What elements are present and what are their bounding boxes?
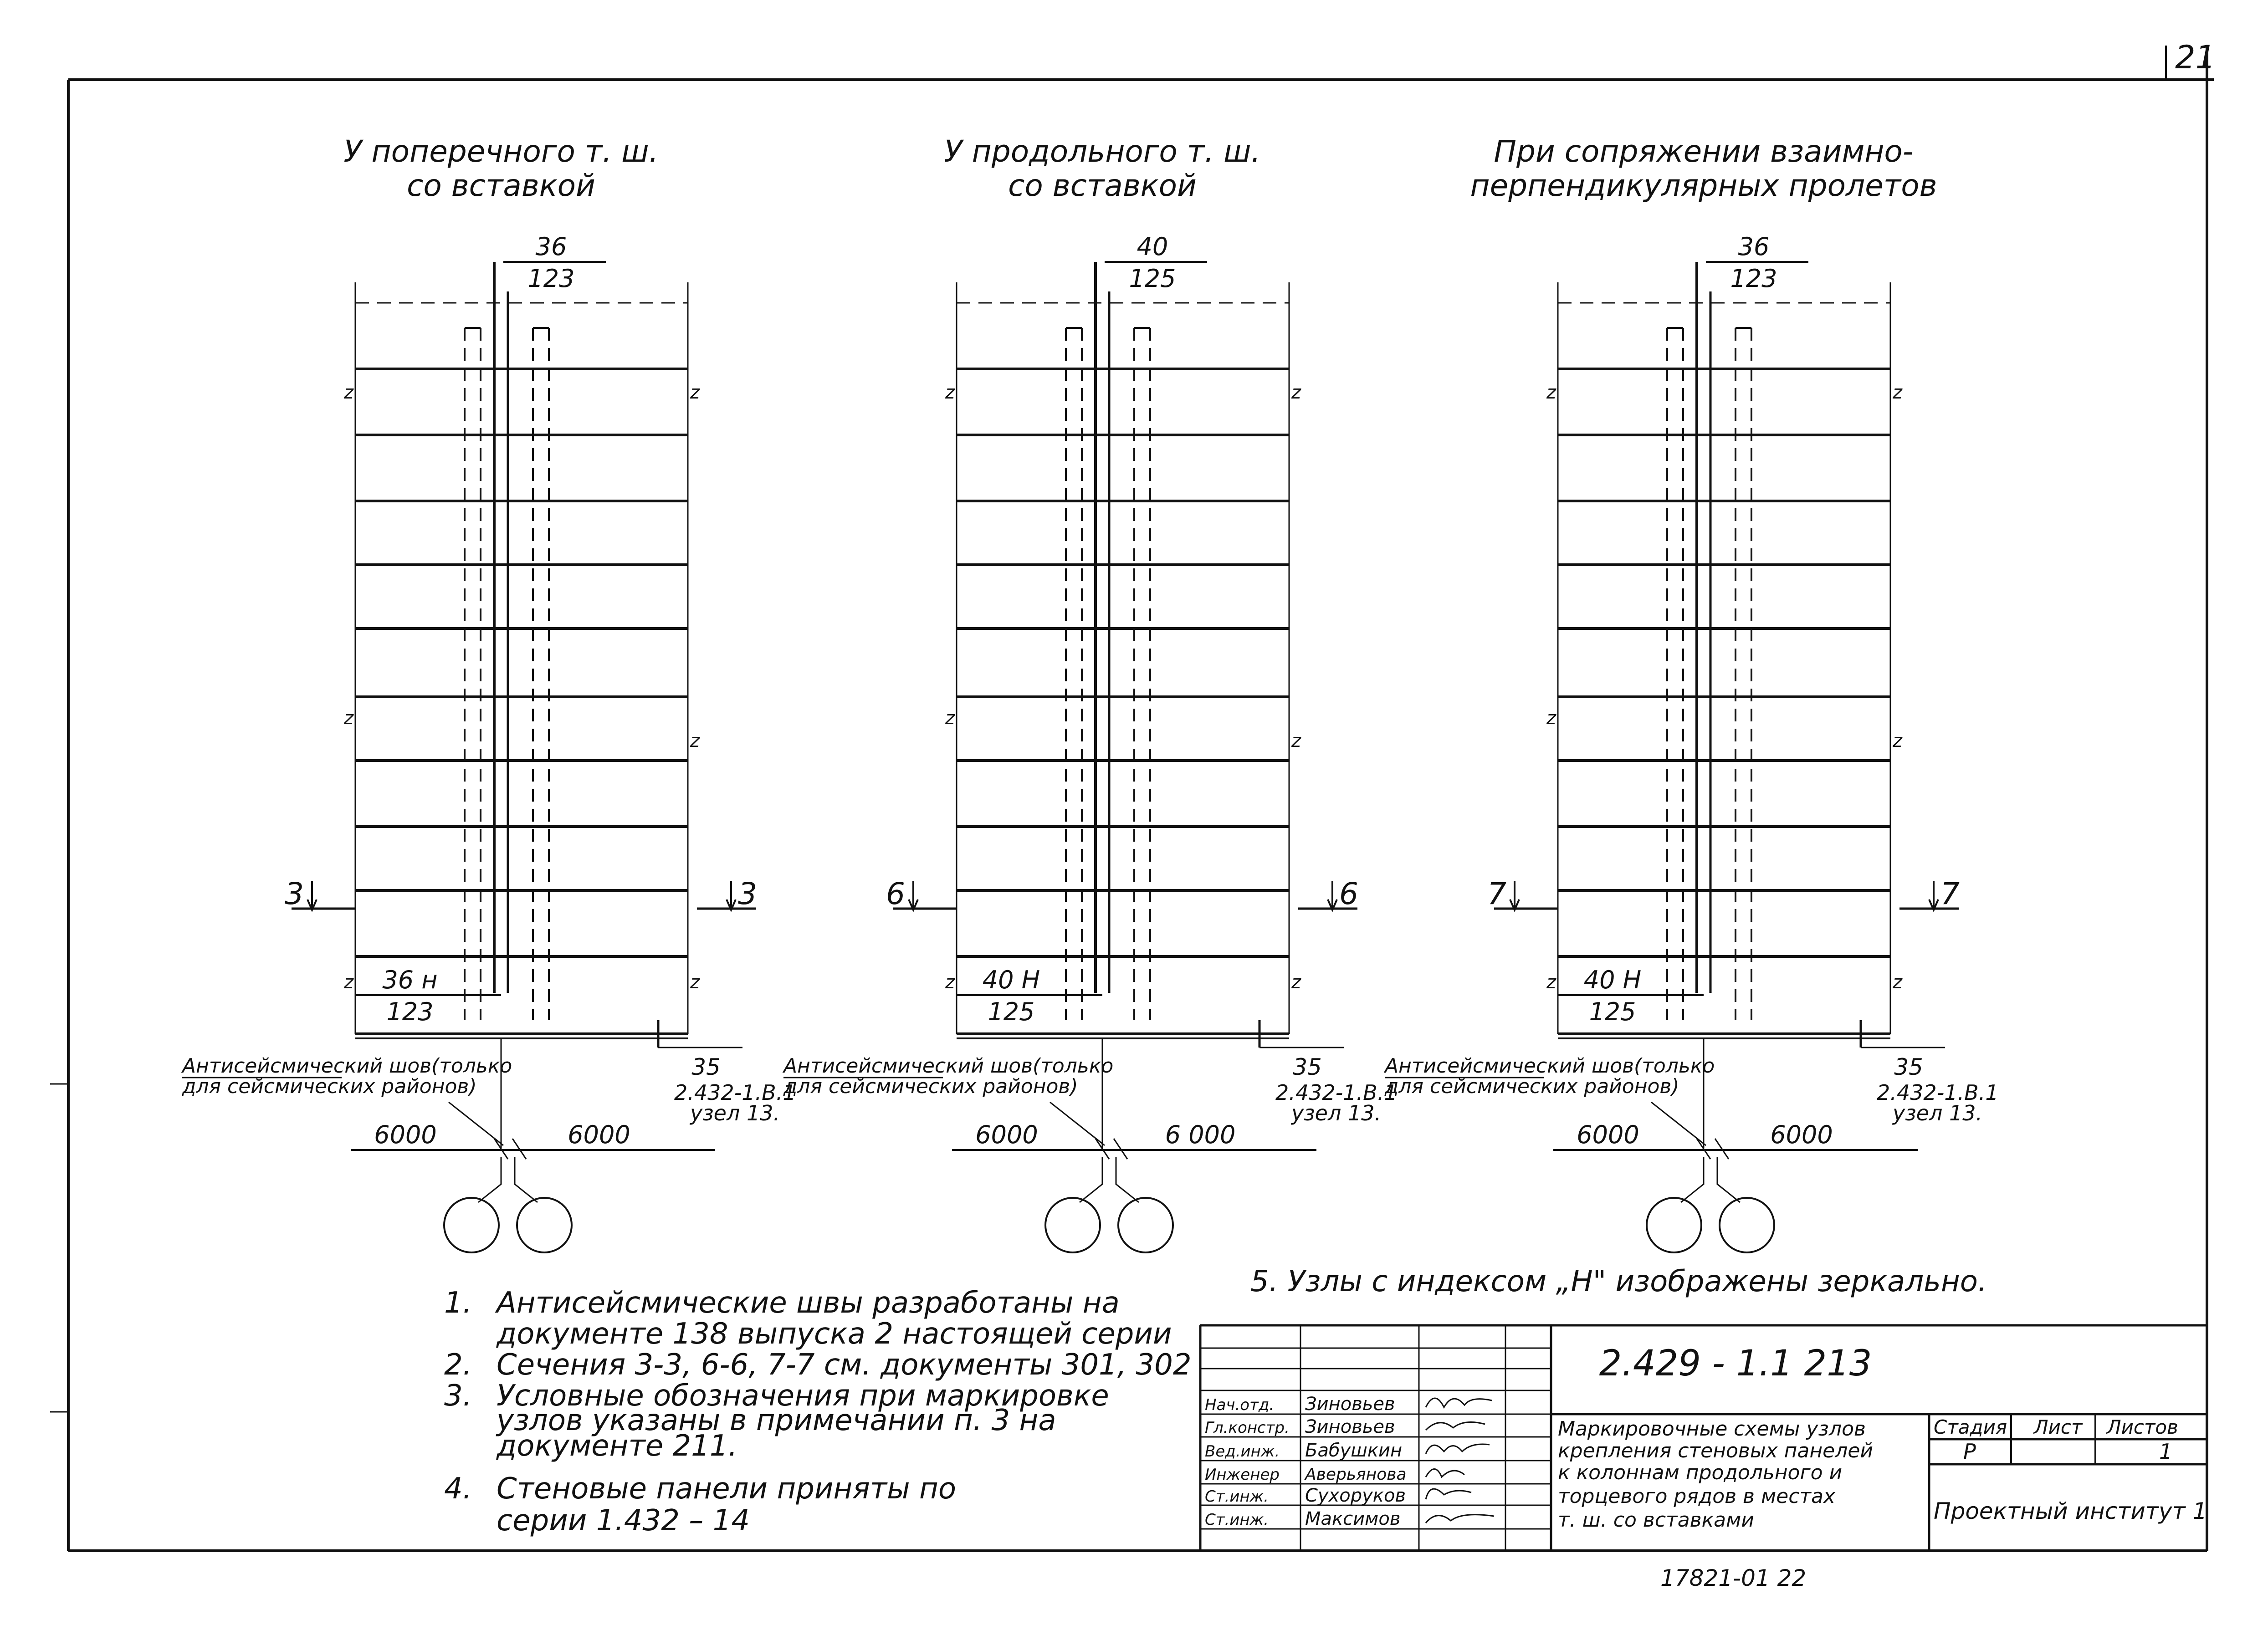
grid-axis-bubble-right [517,1198,572,1252]
note-3-line-1: Условные обозначения при маркировке [497,1379,1109,1413]
description-line-2: крепления стеновых панелей [1558,1439,1873,1462]
edge-mark-low-left: z [945,972,955,993]
person-5-role: Ст.инж. [1205,1487,1269,1506]
section-left-label: 7 [1487,876,1506,911]
top-dim-den: 125 [1129,264,1176,293]
edge-mark-top-right: z [1291,382,1301,403]
span-right-label: 6 000 [1165,1120,1236,1149]
description-line-3: к колоннам продольного и [1558,1461,1843,1484]
person-2-role: Гл.констр. [1205,1419,1290,1437]
bottom-dim-den: 125 [988,997,1035,1026]
scheme-title-line-1: При сопряжении взаимно- [1494,134,1914,169]
edge-mark-mid-left: z [945,708,955,729]
edge-mark-mid-right: z [690,731,700,751]
ref-number: 35 [1293,1054,1322,1080]
edge-mark-mid-right: z [1291,731,1301,751]
edge-mark-low-left: z [1546,972,1556,993]
bottom-dim-den: 125 [1589,997,1636,1026]
grid-axis-bubble-left [444,1198,499,1252]
joint-note-line-1: Антисейсмический шов(только [783,1054,1114,1078]
person-6-name: Максимов [1305,1508,1401,1529]
scheme-title-line-2: со вставкой [407,168,595,203]
edge-mark-top-right: z [1893,382,1902,403]
sheets-value: 1 [2159,1439,2173,1464]
stage-header: Стадия [1934,1416,2007,1438]
bottom-dim-den: 123 [386,997,434,1026]
note-4-line-1: Стеновые панели приняты по [497,1472,956,1506]
note-1-line-2: документе 138 выпуска 2 настоящей серии [497,1317,1172,1351]
edge-mark-low-right: z [690,972,700,993]
span-left-label: 6000 [1577,1120,1639,1149]
person-4-role: Инженер [1205,1466,1280,1484]
grid-axis-bubble-left [1045,1198,1100,1252]
grid-axis-bubble-right [1720,1198,1774,1252]
top-dim-den: 123 [527,264,575,293]
joint-note-line-2: для сейсмических районов) [783,1075,1078,1098]
description-line-5: т. ш. со вставками [1558,1508,1754,1532]
ref-series: 2.432-1.В.1 [1275,1080,1398,1105]
top-dim-den: 123 [1730,264,1777,293]
ref-node: узел 13. [1291,1101,1382,1125]
ref-number: 35 [1894,1054,1923,1080]
span-right-label: 6000 [1770,1120,1833,1149]
scheme-title-line-1: У поперечного т. ш. [343,134,659,169]
axis-leader-right [1116,1157,1139,1202]
span-tick-right [512,1139,526,1159]
top-dim-num: 36 [535,232,567,261]
title-block [1200,1325,2207,1551]
person-4-name: Аверьянова [1305,1465,1407,1484]
scheme-title-line-2: перпендикулярных пролетов [1470,168,1937,203]
note-2-number: 2. [444,1348,472,1382]
scheme-2 [782,134,1398,1252]
axis-leader-left [1080,1157,1102,1202]
section-left-label: 3 [285,876,304,911]
person-1-name: Зиновьев [1305,1394,1395,1415]
scheme-title-line-2: со вставкой [1008,168,1197,203]
span-tick-right [1715,1139,1729,1159]
person-3-name: Бабушкин [1305,1440,1403,1461]
span-tick-right [1114,1139,1127,1159]
scheme-title-line-1: У продольного т. ш. [944,134,1261,169]
ref-node: узел 13. [1893,1101,1983,1125]
edge-mark-low-right: z [1893,972,1902,993]
section-right-label: 3 [738,876,757,911]
edge-mark-top-left: z [1546,382,1556,403]
note-1-line-1: Антисейсмические швы разработаны на [497,1286,1120,1320]
ref-node: узел 13. [690,1101,780,1125]
note-4-line-2: серии 1.432 – 14 [497,1504,750,1538]
organization-name: Проектный институт 1 [1934,1498,2207,1524]
note-4-number: 4. [444,1472,472,1506]
span-left-label: 6000 [975,1120,1038,1149]
drawing-designation: 2.429 - 1.1 213 [1599,1343,1872,1384]
description-line-1: Маркировочные схемы узлов [1558,1417,1866,1441]
note-3-line-2: узлов указаны в примечании п. 3 на [497,1404,1056,1437]
bottom-dim-num: 40 Н [982,966,1040,994]
sheets-header: Листов [2107,1416,2178,1438]
joint-note-line-2: для сейсмических районов) [1385,1075,1679,1098]
span-left-label: 6000 [374,1120,437,1149]
edge-mark-mid-left: z [1546,708,1556,729]
bottom-dim-num: 40 Н [1583,966,1642,994]
person-6-role: Ст.инж. [1205,1511,1269,1529]
person-1-role: Нач.отд. [1205,1396,1275,1414]
top-dim-num: 36 [1738,232,1770,261]
section-right-label: 7 [1940,876,1960,911]
note-5: 5. Узлы с индексом „Н" изображены зеркально. [1250,1265,1987,1298]
section-right-label: 6 [1339,876,1358,911]
scheme-1 [181,134,796,1252]
grid-axis-bubble-right [1118,1198,1173,1252]
edge-mark-top-right: z [690,382,700,403]
axis-leader-right [515,1157,538,1202]
ref-number: 35 [691,1054,721,1080]
joint-note-line-1: Антисейсмический шов(только [182,1054,512,1078]
edge-mark-mid-right: z [1893,731,1902,751]
bottom-dim-num: 36 н [382,966,438,994]
ref-series: 2.432-1.В.1 [1877,1080,1999,1105]
joint-note-line-1: Антисейсмический шов(только [1385,1054,1715,1078]
description-line-4: торцевого рядов в местах [1558,1485,1836,1508]
edge-mark-top-left: z [945,382,955,403]
axis-leader-left [478,1157,501,1202]
edge-mark-mid-left: z [344,708,353,729]
bottom-code: 17821-01 22 [1660,1565,1807,1591]
span-right-label: 6000 [568,1120,630,1149]
sheet-number: 21 [2175,39,2216,76]
stage-value: Р [1963,1439,1976,1464]
edge-mark-low-right: z [1291,972,1301,993]
ref-series: 2.432-1.В.1 [674,1080,796,1105]
note-3-line-3: документе 211. [497,1429,737,1463]
note-2-line-1: Сечения 3-3, 6-6, 7-7 см. документы 301, 302 [497,1348,1192,1382]
person-5-name: Сухоруков [1305,1485,1406,1506]
note-3-number: 3. [444,1379,472,1413]
sheet-header: Лист [2034,1416,2083,1438]
section-left-label: 6 [886,876,905,911]
scheme-3 [1383,134,1999,1252]
top-dim-num: 40 [1137,232,1168,261]
panels-layer [181,134,1999,1252]
axis-leader-left [1681,1157,1704,1202]
edge-mark-low-left: z [344,972,353,993]
edge-mark-top-left: z [344,382,353,403]
person-2-name: Зиновьев [1305,1416,1395,1437]
grid-axis-bubble-left [1647,1198,1701,1252]
person-3-role: Вед.инж. [1205,1442,1280,1461]
axis-leader-right [1717,1157,1740,1202]
joint-note-line-2: для сейсмических районов) [182,1075,477,1098]
note-1-number: 1. [444,1286,472,1320]
